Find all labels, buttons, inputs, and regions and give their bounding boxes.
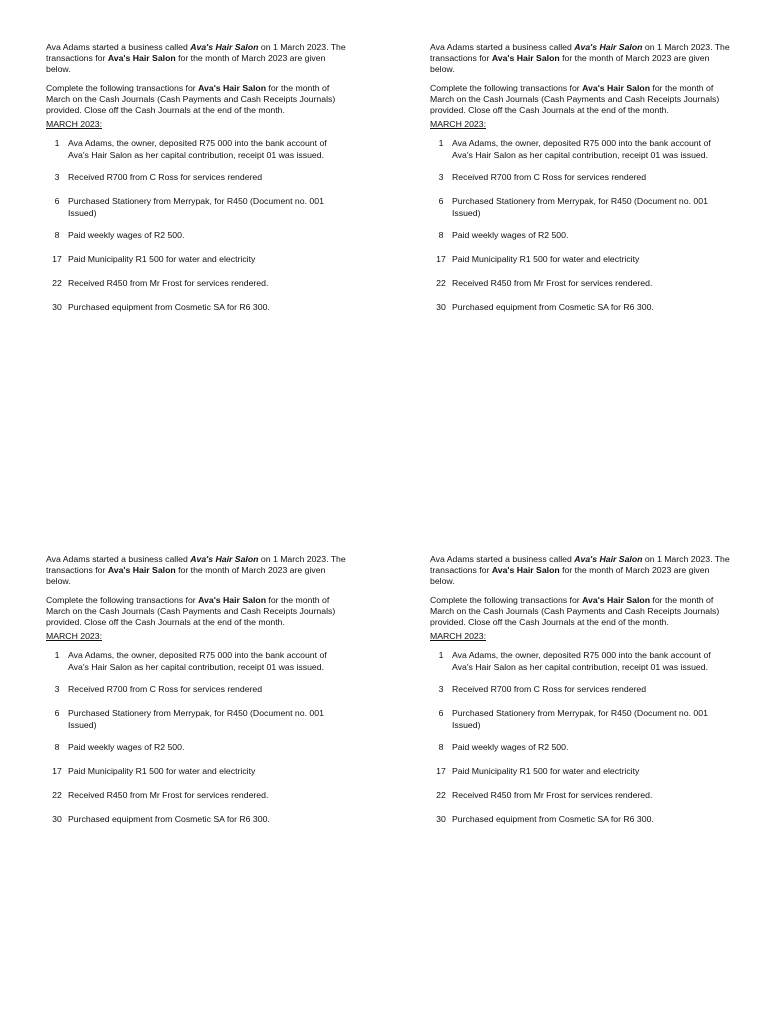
transaction-description: Paid weekly wages of R2 500.	[68, 742, 185, 753]
transaction-description: Paid Municipality R1 500 for water and electricity	[452, 254, 640, 265]
transaction-row	[430, 766, 730, 777]
transaction-row	[430, 172, 730, 183]
transaction-row	[46, 650, 346, 672]
transaction-day: 1	[438, 138, 444, 149]
transaction-day: 30	[436, 814, 446, 825]
transaction-description: Purchased equipment from Cosmetic SA for R6 300.	[68, 302, 270, 313]
worksheet-card	[430, 554, 730, 840]
transaction-day: 17	[52, 766, 62, 777]
transaction-day: 30	[52, 814, 62, 825]
transaction-day: 30	[436, 302, 446, 313]
transaction-day: 22	[52, 278, 62, 289]
transaction-day: 1	[54, 650, 60, 661]
intro-paragraph: Ava Adams started a business called Ava's Hair Salon on 1 March 2023. The transactions for Ava's Hair Salon for the month of March 2023 are given below.	[430, 42, 730, 75]
transaction-day: 22	[436, 278, 446, 289]
transaction-row	[430, 708, 730, 730]
transaction-row	[46, 172, 346, 183]
transaction-description: Received R450 from Mr Frost for services rendered.	[452, 278, 653, 289]
transaction-row	[46, 302, 346, 313]
transaction-row	[430, 302, 730, 313]
transaction-day: 8	[438, 230, 444, 241]
transaction-description: Purchased equipment from Cosmetic SA for R6 300.	[452, 814, 654, 825]
intro-paragraph: Ava Adams started a business called Ava's Hair Salon on 1 March 2023. The transactions for Ava's Hair Salon for the month of March 2023 are given below.	[430, 554, 730, 587]
transaction-day: 1	[54, 138, 60, 149]
transaction-day: 6	[438, 708, 444, 719]
month-heading: MARCH 2023:	[430, 631, 487, 642]
transaction-day: 3	[54, 172, 60, 183]
transaction-day: 30	[52, 302, 62, 313]
transaction-description: Ava Adams, the owner, deposited R75 000 into the bank account of Ava's Hair Salon as her capital contribution, receipt 01 was issued.	[68, 650, 327, 672]
transaction-description: Ava Adams, the owner, deposited R75 000 into the bank account of Ava's Hair Salon as her capital contribution, receipt 01 was issued.	[68, 138, 327, 160]
transaction-day: 6	[54, 708, 60, 719]
transaction-row	[46, 742, 346, 753]
transaction-description: Purchased Stationery from Merrypak, for R450 (Document no. 001 Issued)	[452, 708, 708, 730]
transaction-row	[46, 684, 346, 695]
business-name: Ava's Hair Salon	[190, 554, 259, 564]
transaction-description: Purchased Stationery from Merrypak, for R450 (Document no. 001 Issued)	[68, 196, 324, 218]
business-name-bold: Ava's Hair Salon	[198, 82, 267, 93]
transaction-row	[430, 278, 730, 289]
transaction-list	[430, 138, 730, 328]
business-name: Ava's Hair Salon	[190, 42, 259, 52]
transaction-description: Paid weekly wages of R2 500.	[452, 742, 569, 753]
transaction-row	[46, 254, 346, 265]
transaction-description: Received R700 from C Ross for services rendered	[452, 684, 647, 695]
transaction-row	[430, 650, 730, 672]
transaction-list	[46, 650, 346, 840]
transaction-day: 17	[436, 766, 446, 777]
transaction-list	[46, 138, 346, 328]
transaction-description: Purchased Stationery from Merrypak, for R450 (Document no. 001 Issued)	[68, 708, 324, 730]
intro-paragraph: Ava Adams started a business called Ava's Hair Salon on 1 March 2023. The transactions for Ava's Hair Salon for the month of March 2023 are given below.	[46, 42, 346, 75]
transaction-description: Ava Adams, the owner, deposited R75 000 into the bank account of Ava's Hair Salon as her capital contribution, receipt 01 was issued.	[452, 650, 711, 672]
business-name-bold: Ava's Hair Salon	[582, 594, 651, 605]
transaction-day: 22	[52, 790, 62, 801]
transaction-day: 17	[436, 254, 446, 265]
transaction-day: 3	[438, 684, 444, 695]
transaction-row	[46, 138, 346, 160]
transaction-day: 6	[54, 196, 60, 207]
transaction-day: 8	[438, 742, 444, 753]
transaction-day: 3	[438, 172, 444, 183]
transaction-row	[430, 230, 730, 241]
business-name-bold: Ava's Hair Salon	[198, 594, 267, 605]
business-name-bold: Ava's Hair Salon	[582, 82, 651, 93]
transaction-description: Received R700 from C Ross for services rendered	[68, 172, 263, 183]
transaction-description: Paid weekly wages of R2 500.	[68, 230, 185, 241]
instructions-paragraph: Complete the following transactions for Ava's Hair Salon for the month of March on the Cash Journals (Cash Payments and Cash Receipts Journals) provided. Close off the Cash Journals at the end of the month.	[430, 82, 720, 116]
transaction-day: 1	[438, 650, 444, 661]
transaction-day: 22	[436, 790, 446, 801]
transaction-row	[430, 196, 730, 218]
transaction-row	[430, 684, 730, 695]
business-name: Ava's Hair Salon	[574, 554, 643, 564]
transaction-description: Received R700 from C Ross for services rendered	[68, 684, 263, 695]
transaction-day: 3	[54, 684, 60, 695]
business-name-bold: Ava's Hair Salon	[491, 565, 560, 576]
transaction-day: 6	[438, 196, 444, 207]
transaction-description: Purchased Stationery from Merrypak, for R450 (Document no. 001 Issued)	[452, 196, 708, 218]
transaction-description: Received R450 from Mr Frost for services rendered.	[452, 790, 653, 801]
instructions-paragraph: Complete the following transactions for Ava's Hair Salon for the month of March on the Cash Journals (Cash Payments and Cash Receipts Journals) provided. Close off the Cash Journals at the end of the month.	[46, 82, 336, 116]
business-name-bold: Ava's Hair Salon	[491, 53, 560, 64]
transaction-description: Ava Adams, the owner, deposited R75 000 into the bank account of Ava's Hair Salon as her capital contribution, receipt 01 was issued.	[452, 138, 711, 160]
transaction-description: Purchased equipment from Cosmetic SA for R6 300.	[68, 814, 270, 825]
intro-paragraph: Ava Adams started a business called Ava's Hair Salon on 1 March 2023. The transactions for Ava's Hair Salon for the month of March 2023 are given below.	[46, 554, 346, 587]
transaction-row	[46, 278, 346, 289]
worksheet-card	[430, 42, 730, 328]
worksheet-card	[46, 42, 346, 328]
transaction-description: Paid weekly wages of R2 500.	[452, 230, 569, 241]
transaction-list	[430, 650, 730, 840]
transaction-row	[430, 254, 730, 265]
transaction-row	[46, 708, 346, 730]
business-name-bold: Ava's Hair Salon	[107, 53, 176, 64]
worksheet-card	[46, 554, 346, 840]
transaction-row	[46, 230, 346, 241]
transaction-description: Purchased equipment from Cosmetic SA for R6 300.	[452, 302, 654, 313]
business-name: Ava's Hair Salon	[574, 42, 643, 52]
transaction-description: Received R700 from C Ross for services rendered	[452, 172, 647, 183]
month-heading: MARCH 2023:	[46, 119, 103, 130]
transaction-row	[46, 790, 346, 801]
transaction-day: 8	[54, 742, 60, 753]
instructions-paragraph: Complete the following transactions for Ava's Hair Salon for the month of March on the Cash Journals (Cash Payments and Cash Receipts Journals) provided. Close off the Cash Journals at the end of the month.	[46, 594, 336, 628]
transaction-description: Received R450 from Mr Frost for services rendered.	[68, 278, 269, 289]
transaction-description: Paid Municipality R1 500 for water and electricity	[68, 766, 256, 777]
instructions-paragraph: Complete the following transactions for Ava's Hair Salon for the month of March on the Cash Journals (Cash Payments and Cash Receipts Journals) provided. Close off the Cash Journals at the end of the month.	[430, 594, 720, 628]
transaction-row	[430, 742, 730, 753]
transaction-description: Paid Municipality R1 500 for water and electricity	[452, 766, 640, 777]
transaction-row	[430, 814, 730, 825]
month-heading: MARCH 2023:	[430, 119, 487, 130]
transaction-row	[430, 138, 730, 160]
business-name-bold: Ava's Hair Salon	[107, 565, 176, 576]
transaction-description: Paid Municipality R1 500 for water and electricity	[68, 254, 256, 265]
transaction-row	[46, 766, 346, 777]
transaction-row	[46, 814, 346, 825]
transaction-row	[430, 790, 730, 801]
month-heading: MARCH 2023:	[46, 631, 103, 642]
transaction-description: Received R450 from Mr Frost for services rendered.	[68, 790, 269, 801]
transaction-row	[46, 196, 346, 218]
transaction-day: 17	[52, 254, 62, 265]
transaction-day: 8	[54, 230, 60, 241]
